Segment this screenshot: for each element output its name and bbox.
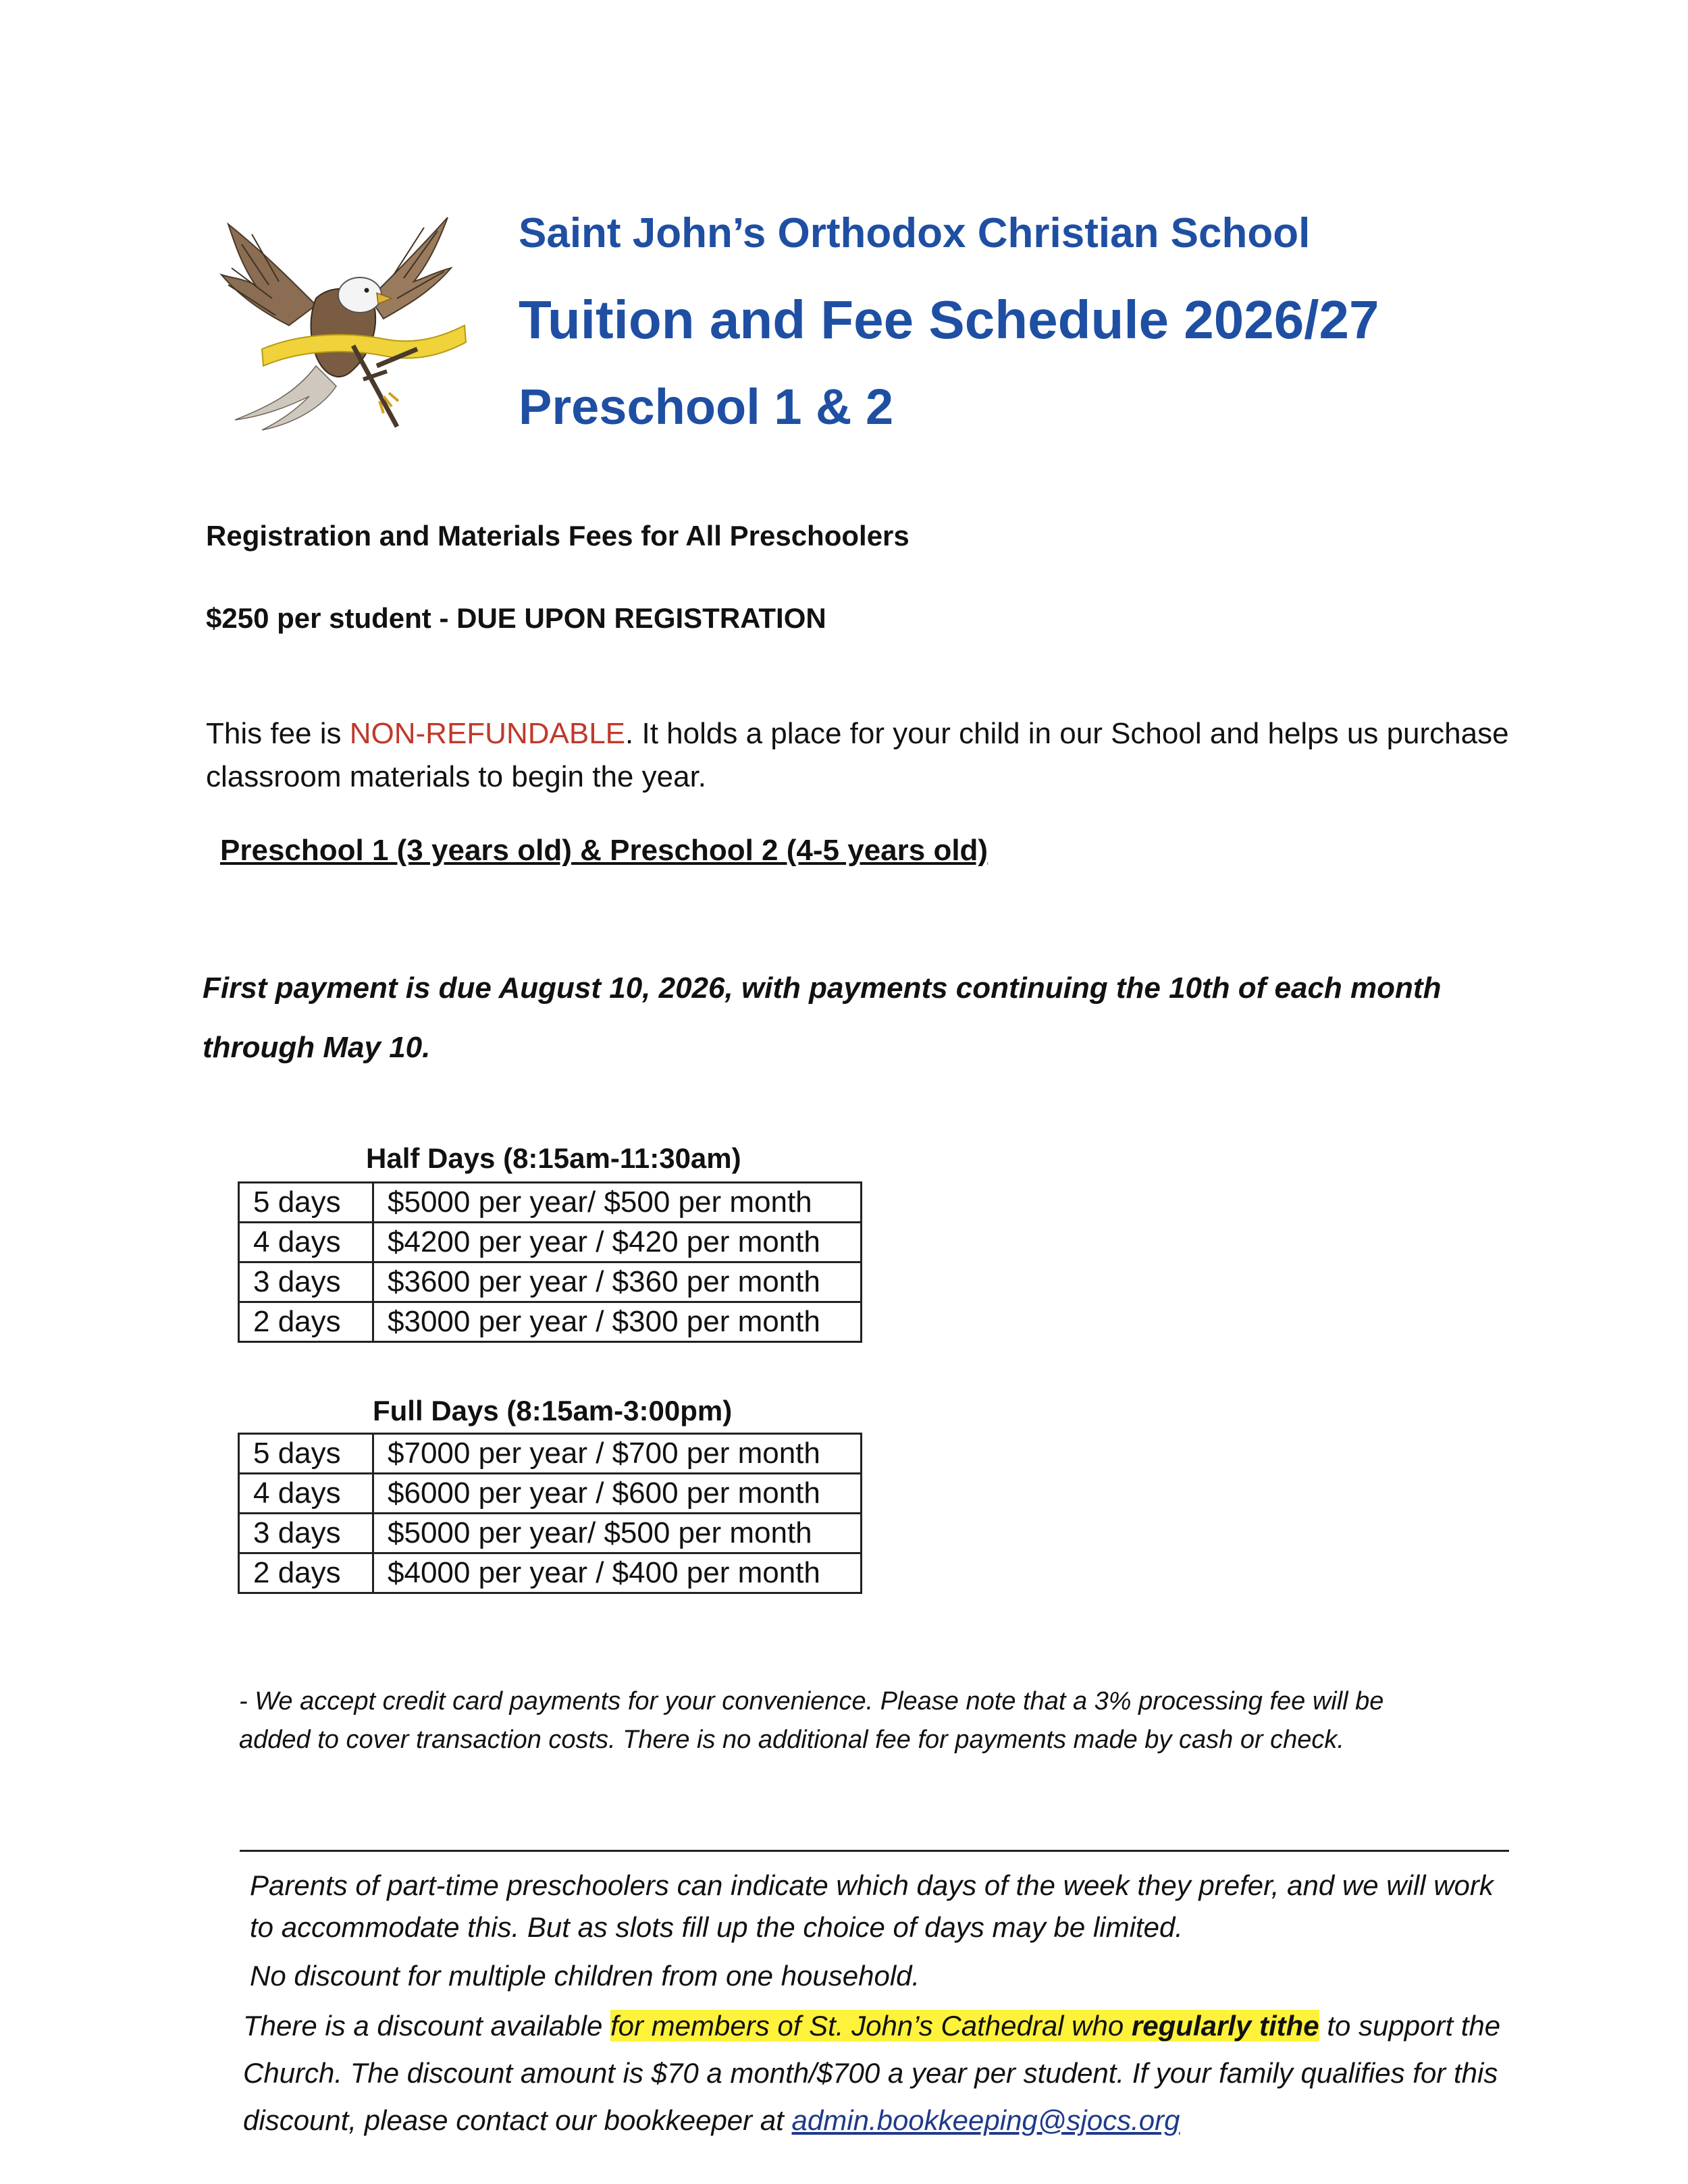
discount-highlight-text: for members of St. John’s Cathedral who — [610, 2010, 1132, 2042]
refund-note — [206, 712, 1556, 799]
preschool-heading: Preschool 1 (3 years old) & Preschool 2 (4-5 years old) — [220, 834, 988, 867]
registration-heading: Registration and Materials Fees for All Preschoolers — [206, 520, 909, 552]
bookkeeper-email-link[interactable]: admin.bookkeeping@sjocs.org — [791, 2104, 1180, 2136]
full-days-title: Full Days (8:15am-3:00pm) — [373, 1395, 733, 1427]
school-logo — [215, 204, 498, 433]
credit-card-note: - We accept credit card payments for your convenience. Please note that a 3% processing fee will be added to cover transaction costs. There is no additional fee for payments made by cash or check. — [239, 1687, 1384, 1754]
eagle-with-cross-icon — [215, 204, 498, 433]
price-cell: $7000 per year / $700 per month — [373, 1434, 862, 1474]
price-cell: $5000 per year/ $500 per month — [373, 1183, 862, 1223]
refund-note-prefix: This fee is — [206, 717, 350, 750]
table-row — [239, 1183, 862, 1223]
no-discount-note: No discount for multiple children from one household. — [250, 1960, 920, 1992]
days-cell: 4 days — [239, 1474, 373, 1514]
refund-note-suffix: . It holds a place for your child in our School and helps us purchase classroom materials to begin the year. — [206, 717, 1509, 793]
days-cell: 3 days — [239, 1262, 373, 1302]
schedule-title: Tuition and Fee Schedule 2026/27 — [519, 290, 1379, 350]
table-row — [239, 1553, 862, 1593]
tithe-discount-note — [243, 2002, 1526, 2144]
price-cell: $6000 per year / $600 per month — [373, 1474, 862, 1514]
days-cell: 2 days — [239, 1302, 373, 1342]
table-row — [239, 1223, 862, 1262]
registration-fee: $250 per student - DUE UPON REGISTRATION — [206, 602, 826, 634]
half-days-title: Half Days (8:15am-11:30am) — [366, 1142, 741, 1174]
regularly-tithe-text: regularly tithe — [1131, 2010, 1319, 2042]
price-cell: $3600 per year / $360 per month — [373, 1262, 862, 1302]
part-time-days-note: Parents of part-time preschoolers can indicate which days of the week they prefer, and we will work to accommodate this. But as slots fill up the choice of days may be limited. — [250, 1869, 1494, 1943]
days-cell: 5 days — [239, 1434, 373, 1474]
table-row — [239, 1474, 862, 1514]
half-days-table — [238, 1181, 862, 1343]
section-divider — [240, 1850, 1509, 1852]
discount-prefix: There is a discount available — [243, 2010, 610, 2042]
non-refundable-label: NON-REFUNDABLE — [349, 717, 626, 750]
full-days-table — [238, 1433, 862, 1594]
discount-suffix: to support the Church. The discount amount is $70 a month/$700 a year per student. If your family qualifies for this discount, please contact our bookkeeper at — [243, 2010, 1501, 2136]
table-row — [239, 1514, 862, 1553]
table-row — [239, 1262, 862, 1302]
days-cell: 5 days — [239, 1183, 373, 1223]
days-cell: 2 days — [239, 1553, 373, 1593]
table-row — [239, 1302, 862, 1342]
grade-title: Preschool 1 & 2 — [519, 379, 894, 435]
part-time-note — [250, 1865, 1519, 1997]
school-name: Saint John’s Orthodox Christian School — [519, 210, 1311, 257]
table-row — [239, 1434, 862, 1474]
price-cell: $4200 per year / $420 per month — [373, 1223, 862, 1262]
price-cell: $4000 per year / $400 per month — [373, 1553, 862, 1593]
price-cell: $3000 per year / $300 per month — [373, 1302, 862, 1342]
discount-highlight — [610, 2010, 1319, 2042]
days-cell: 4 days — [239, 1223, 373, 1262]
payment-schedule-note: First payment is due August 10, 2026, with payments continuing the 10th of each month through May 10. — [203, 971, 1442, 1064]
days-cell: 3 days — [239, 1514, 373, 1553]
price-cell: $5000 per year/ $500 per month — [373, 1514, 862, 1553]
